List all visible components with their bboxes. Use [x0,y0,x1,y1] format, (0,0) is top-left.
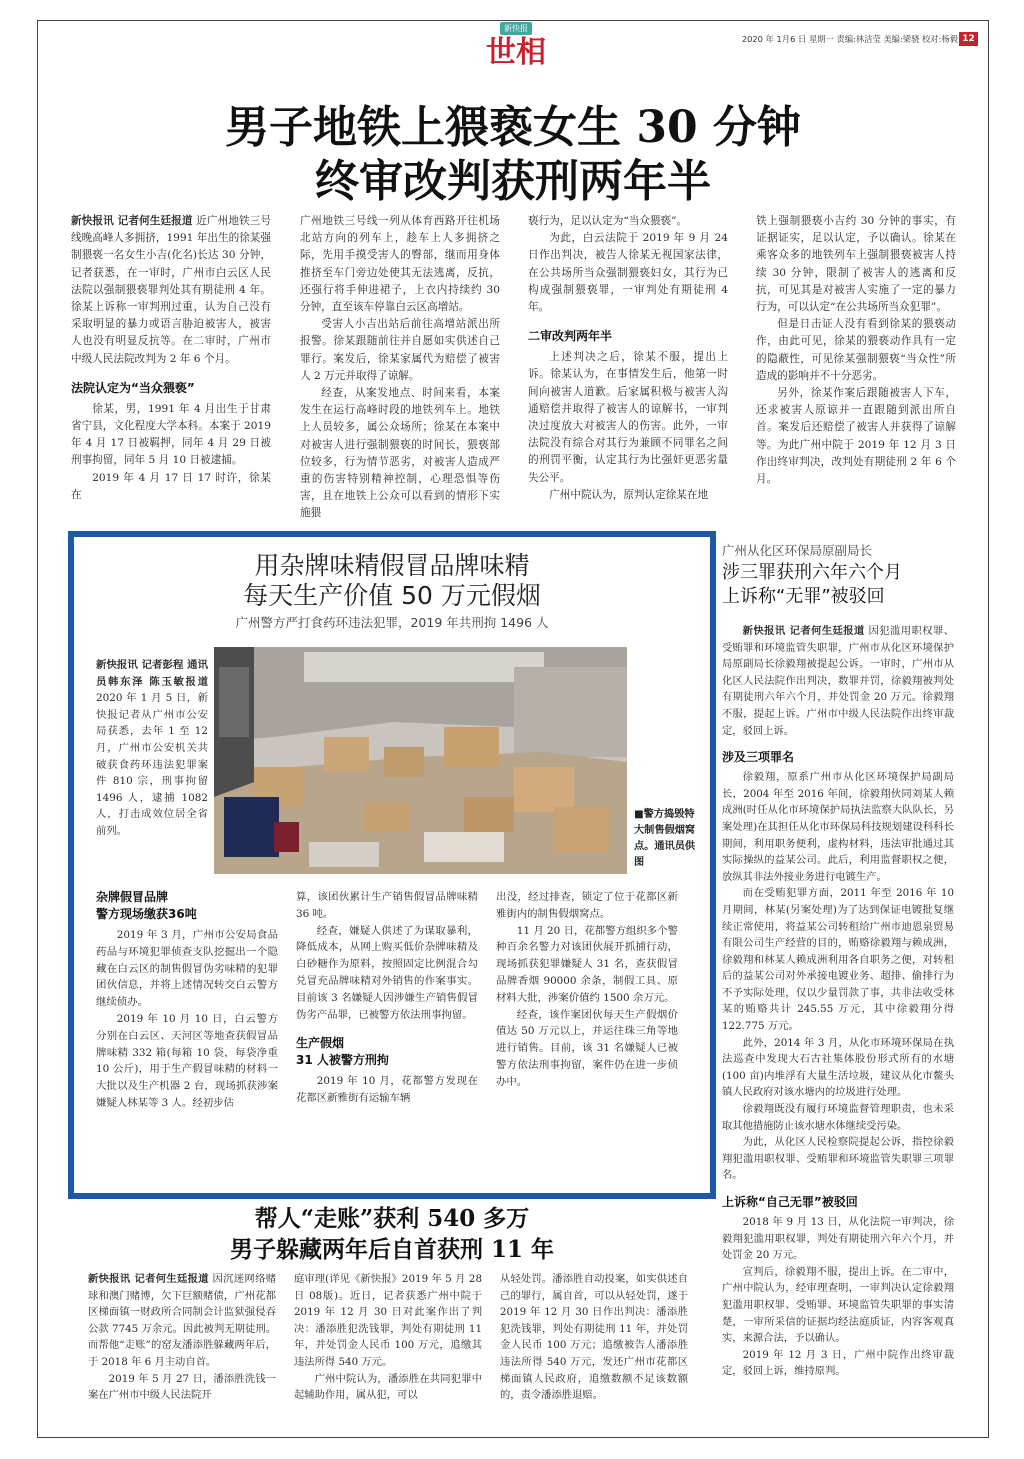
article2-title-line2: 每天生产价值 50 万元假烟 [243,581,541,610]
article3-pretitle: 广州从化区环保局原副局长 [722,543,873,558]
article3-body [722,623,954,1380]
article2-subtitle: 广州警方严打食药环违法犯罪，2019 年共刑拘 1496 人 [235,615,549,630]
article1-subhead-2: 二审改判两年半 [528,329,613,344]
article1-headline [98,101,928,209]
article1-lead-kicker: 新快报讯 记者何生廷报道 [71,215,193,227]
article2-col2 [296,889,478,1107]
article2-paragraph: 出没，经过排查，锁定了位于花都区新雅街内的制售假烟窝点。 [496,891,678,920]
article4-paragraph: 从轻处罚。潘添胜自动投案，如实供述自己的罪行，属自首，可以从轻处罚，遂于 2019 年 12 月 30 日作出判决：潘添胜犯洗钱罪，判处有期徒刑 11 年，并处罚金人民币 100 万元；追缴被告人潘添胜违法所得 540 万元，发还广州市花都区梯面镇人民政府，追缴数额不足该数额的，责令潘添胜退赔。 [500,1273,688,1402]
article4-paragraph: 广州中院认为，潘添胜在共同犯罪中起辅助作用，属从犯，可以 [294,1372,482,1402]
article4-title-line2: 男子躲藏两年后自首获刑 11 年 [229,1236,555,1263]
article2-lead-text: 2020 年 1 月 5 日，新快报记者从广州市公安局获悉，去年 1 至 12 月，广州市公安机关共破获食药环违法犯罪案件 810 宗，刑事拘留 1496 人，逮捕 1082 人，打击成效位居全省前列。 [96,692,208,837]
article3-lead-kicker: 新快报讯 记者何生廷报道 [742,625,865,637]
article1-subhead-1: 法院认定为“当众猥亵” [71,380,195,395]
article2-paragraph: 经查，该作案团伙每天生产假烟价值达 50 万元以上，并运往珠三角等地进行销售。目前，该 31 名嫌疑人已被警方依法刑事拘留，案件仍在进一步侦办中。 [496,1008,678,1088]
article1-paragraph: 亵行为，足以认定为“当众猥亵”。 [528,215,688,227]
article4-lead-text: 因沉迷网络赌球和澳门赌博，欠下巨额赌债，广州花都区梯面镇一财政所合同制会计监狱强侵吞公款 7745 万余元。因此被判无期徒刑。而帮他“走账”的窑友潘添胜躲藏两年后，于 2018 年 6 月主动自首。 [88,1273,277,1368]
article4-col3 [500,1271,688,1404]
brand-badge [500,22,532,35]
article2-subhead-1-line1: 杂牌假冒品牌 [96,890,169,904]
section-title: 世相 [486,35,546,70]
article4-lead [88,1271,276,1371]
article1-col3 [528,213,728,504]
article2-title-line1: 用杂牌味精假冒品牌味精 [254,551,530,580]
date-editor-line: 2020 年 1月6 日 星期一 责编:林洁莹 美编:梁骁 校对:杨毅 [741,34,958,44]
article2-paragraph: 2019 年 10 月 10 日，白云警方分别在白云区、天河区等地查获假冒品牌味精 332 箱(每箱 10 袋，每袋净重 10 公斤)，用于生产假冒味精的材料一大批以及生产机器 2 台，现场抓获涉案嫌疑人林某等 3 人。经初步估 [96,1012,278,1109]
brand-name: 新快报 [504,24,528,33]
article2-col1 [96,889,278,1112]
article1-paragraph: 上述判决之后，徐某不服，提出上诉。徐某认为，在事情发生后，他第一时间向被害人道歉。后家属积极与被害人沟通赔偿并取得了被害人的谅解书，一审判决过度放大对被害人的伤害。此外，一审法院没有综合对其行为兼顾不同罪名之间的刑罚平衡，认定其行为比强奸更恶劣量失公平。 [528,351,728,484]
article1-paragraph: 徐某，男，1991 年 4 月出生于甘肃省宁县，文化程度大学本科。本案于 2019 年 4 月 17 日被羁押，同年 4 月 29 日被刑事拘留，同年 5 月 10 日被逮捕。 [71,402,271,467]
article1-paragraph: 经查，从案发地点、时间来看，本案发生在运行高峰时段的地铁列车上。地铁上人员较多，属公众场所；徐某在本案中对被害人进行强制猥亵的时间长，猥亵部位较多，行为情节恶劣，对被害人造成严重的伤害特别精神控制，心理恐惧等伤害，且在地铁上公众可以看到的情形下实施猥 [300,387,500,520]
article1-paragraph: 受害人小吉出站后前往高增站派出所报警。徐某跟随前往并自愿如实供述自己罪行。案发后，徐某家属代为赔偿了被害人 2 万元并取得了谅解。 [300,318,500,382]
photo-caption: ■警方捣毁特大制售假烟窝点。通讯员供图 [634,809,696,868]
article3-lead [722,623,954,739]
article1-paragraph: 为此，白云法院于 2019 年 9 月 24 日作出判决，被告人徐某无视国家法律，在公共场所当众强制猥亵妇女，其行为已构成强制猥亵罪，一审判处有期徒刑 4 年。 [528,232,728,314]
article4-paragraph: 2019 年 5 月 27 日，潘添胜洗钱一案在广州市中级人民法院开 [88,1372,276,1402]
article4-paragraph: 庭审理(详见《新快报》2019 年 5 月 28 日 08版)。近日，记者获悉广州中院于 2019 年 12 月 30 日对此案作出了判决：潘添胜犯洗钱罪，判处有期徒刑 11 年，并处罚金人民币 100 万元，追缴其违法所得 540 万元。 [294,1273,482,1368]
article3-paragraph: 徐毅翔既没有履行环境监督管理职责，也未采取其他措施防止该水塘水体继续受污染。 [722,1103,954,1132]
article2-headline [74,551,710,633]
article2-subhead-2 [296,1035,478,1069]
article4-headline [68,1203,716,1265]
article3-paragraph: 徐毅翔，原系广州市从化区环境保护局副局长，2004 年至 2016 年间，徐毅翔伙同刘某人赖成洲(时任从化市环境保护局执法监察大队队长，另案处理)在其担任从化市环保局科技规划建设科科长期间，利用职务便利，虚构材料，违法审批通过其实际操纵的益某公司。此后，利用监督职权之便，放纵其非法外接业务进行电镀生产。 [722,771,954,883]
article4-col1 [88,1271,276,1404]
article2-col3 [496,889,678,1091]
article1-paragraph: 广州中院认为，原判认定徐某在地 [549,488,709,501]
article2-paragraph: 2019 年 3 月，广州市公安局食品药品与环境犯罪侦查支队挖掘出一个隐藏在白云区的制售假冒伪劣味精的犯罪团伙信息，并将上述情况转交白云警方继续侦办。 [96,929,278,1009]
article3-paragraph: 2018 年 9 月 13 日，从化法院一审判决，徐毅翔犯滥用职权罪，判处有期徒刑六年六个月，并处罚金 20 万元。 [722,1216,954,1262]
article3-paragraph: 2019 年 12 月 3 日，广州中院作出终审裁定，驳回上诉，维持原判。 [722,1348,954,1378]
article3-paragraph: 而在受贿犯罪方面，2011 年至 2016 年 10 月期间，林某(另案处理)为了达到保证电镀批复继续正常使用，将益某公司转租给广州市迪恩泉贸易有限公司生产经营的目的，贿赂徐毅翔与赖成洲，徐毅翔和林某人赖成洲利用各自职务之便，对转租后的益某公司对外承接电镀业务、超排、偷排行为不予实际处理，仅以少量罚款了事，共非法收受林某的贿赂共计 245.55 万元，其中徐毅翔分得 122.775 万元。 [722,887,954,1033]
article2-box [68,531,716,1199]
article3-paragraph: 宣判后，徐毅翔不服，提出上诉。在二审中，广州中院认为，经审理查明，一审判决认定徐毅翔犯滥用职权罪、受贿罪、环境监管失职罪的事实清楚，一审所采信的证据均经法庭质证，内容客观真实，来源合法，予以确认。 [722,1265,954,1345]
article3-lead-text: 因犯滥用职权罪、受贿罪和环境监管失职罪，广州市从化区环境保护局原副局长徐毅翔被提起公诉。一审时，广州市从化区人民法院作出判决，数罪并罚，徐毅翔被判处有期徒刑六年六个月，并处罚金 20 万元。徐毅翔不服，提起上诉。广州市中级人民法院作出终审裁定，驳回上诉。 [722,625,954,737]
article2-paragraph: 2019 年 10 月，花都警方发现在花都区新雅街有运输车辆 [296,1075,478,1105]
article1-lead [71,213,271,368]
article3-subhead-1: 涉及三项罪名 [722,750,795,765]
article3-paragraph: 为此，从化区人民检察院提起公诉，指控徐毅翔犯滥用职权罪、受贿罪和环境监管失职罪三项罪名。 [722,1136,954,1182]
newspaper-page [37,20,989,1438]
article1-title-line1: 男子地铁上猥亵女生 30 分钟 [225,102,801,153]
article1-col2 [300,213,500,523]
article2-subhead-1 [96,889,278,923]
article3 [722,541,954,1380]
article4-lead-kicker: 新快报讯 记者何生廷报道 [88,1273,209,1285]
page-number-badge: 12 [959,32,978,46]
article2-paragraph: 算，该团伙累计生产销售假冒品牌味精 36 吨。 [296,891,478,920]
article4-title-line1: 帮人“走账”获利 540 多万 [254,1205,530,1232]
article1-paragraph: 广州地铁三号线一列从体育西路开往机场北站方向的列车上，趁车上人多拥挤之际，先用手摸受害人的臀部，继而用身体推挤至车门旁边处使其无法逃离，反抗，还强行将手伸进裙子，上衣内持续约 30 分钟，直至该车停靠白云区高增站。 [300,215,500,314]
article1-paragraph: 2019 年 4 月 17 日 17 时许，徐某在 [71,471,271,501]
article1-lead-text: 近广州地铁三号线晚高峰人多拥挤，1991 年出生的徐某强制猥亵一名女生小吉(化名)长达 30 分钟，记者获悉，在一审时，广州市白云区人民法院以强制猥亵罪判处其有期徒刑 4 年。徐某上诉称一审判刑过重，认为自己没有采取明显的暴力或语言胁迫被害人，被害人也没有明显反抗等。在二审时，广州市中级人民法院改判为 2 年 6 个月。 [71,215,272,365]
article2-lead [96,657,208,840]
article1-col4 [756,213,956,488]
article2-paragraph: 11 月 20 日，花都警方组织多个警种百余名警力对该团伙展开抓捕行动，现场抓获犯罪嫌疑人 31 名，查获假冒品牌香烟 90000 余条，制假工具、原材料大批，涉案价值约 1500 余万元。 [496,924,678,1004]
article1-col1 [71,213,271,504]
article2-lead-col [96,657,208,840]
article2-subhead-2-line1: 生产假烟 [296,1036,345,1051]
article3-subhead-2: 上诉称“自己无罪”被驳回 [722,1195,858,1209]
warehouse-photo [214,647,627,874]
article1-title-line2: 终审改判获刑两年半 [315,156,711,207]
article3-title-line1: 涉三罪获刑六年六个月 [722,562,902,583]
article1-paragraph: 铁上强制猥亵小吉约 30 分钟的事实，有证据证实，足以认定，予以确认。徐某在乘客众多的地铁列车上强制猥亵被害人持续 30 分钟，限制了被害人的逃离和反抗，可见其是对被害人实施了一定的暴力行为，可以认定“在公共场所当众犯罪”。 [756,215,956,314]
article2-paragraph: 经查，嫌疑人供述了为谋取暴利，降低成本，从网上购买低价杂牌味精及白砂糖作为原料，按照固定比例混合勾兑冒充品牌味精对外销售的作案事实。目前该 3 名嫌疑人因涉嫌生产销售假冒伪劣产品罪，已被警方依法刑事拘留。 [296,924,478,1021]
article1-paragraph: 但是日击证人没有看到徐某的猥亵动作，由此可见，徐某的猥亵动作具有一定的隐蔽性，可见徐某强制猥亵“当众性”所造成的影响并不十分恶劣。 [756,318,956,382]
article1-paragraph: 另外，徐某作案后跟随被害人下车，还求被害人原谅并一直跟随到派出所自首。案发后还赔偿了被害人并获得了谅解等。为此广州中院于 2019 年 12 月 3 日作出终审判决，改判处有期徒刑 2 年 6 个月。 [756,387,956,486]
warehouse-photo-illustration [214,647,627,874]
article4-col2 [294,1271,482,1404]
article2-subhead-1-line2: 警方现场缴获36吨 [96,907,197,921]
article3-paragraph: 此外，2014 年 3 月，从化市环境环保局在执法巡查中发现大石古社集体股份形式所有的水塘(100 亩)内堆浮有大量生活垃圾，建议从化市鳌头镇人民政府对该水塘内的垃圾进行处理。 [722,1036,954,1099]
article2-subhead-2-line2: 31 人被警方刑拘 [296,1053,389,1068]
article2-lead-kicker: 新快报讯 记者彭程 通讯员韩东泽 陈玉敏报道 [96,659,208,688]
article3-title-line2: 上诉称“无罪”被驳回 [722,586,885,607]
